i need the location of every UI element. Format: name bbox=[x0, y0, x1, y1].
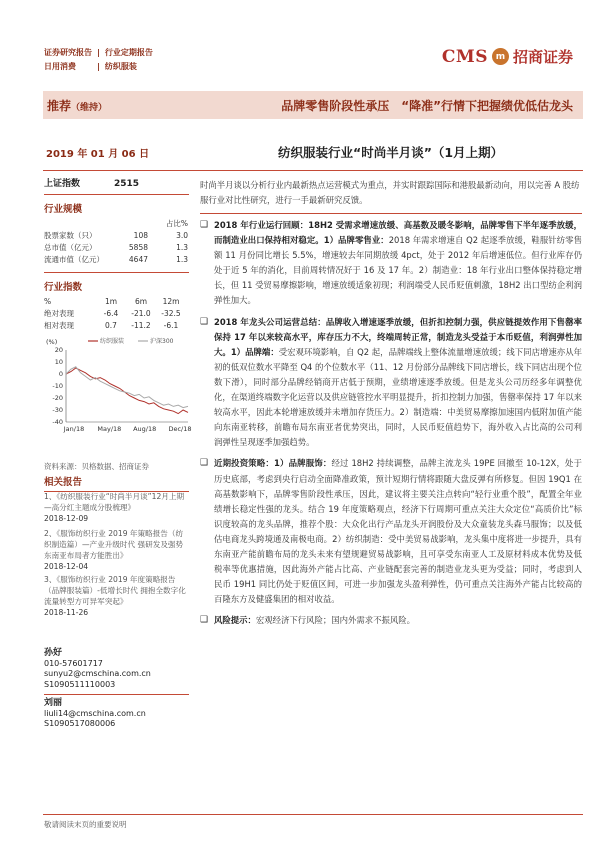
y-tick-label: 10 bbox=[54, 358, 63, 366]
para-text: 2018 年需求增速自 Q2 起逐季放缓，鞋服针纺零售额 11 月份同比增长 5.5%，增速较去年同期放缓 4pct，处于 2012 年后增速低位。但行业库存仍处于近 5 年的消化，目前周转情况好于 16 及 17 年。2）制造业：18 年行业出口整体保持稳定增长，但 11 受贸易摩擦影响，增速放缓适象初现；利润端受人民币贬值刺激，18H2 出口型纺企利润弹性加大。 bbox=[214, 235, 582, 306]
row-label: 流通市值（亿元） bbox=[44, 255, 104, 264]
performance-chart bbox=[44, 336, 192, 436]
sidebar bbox=[44, 178, 189, 332]
table-row bbox=[44, 254, 189, 266]
para-lead: 2018 年龙头公司运营总结：品牌收入增速逐季放缓，但折扣控制力强，供应链提效作用下售罄率保持 17 年以来较高水平，库存压力不大，终端周转正常，制造龙头受益于本币贬值，利润弹性加大。1）品牌端： bbox=[214, 316, 582, 357]
author-card bbox=[44, 648, 151, 690]
para-text: 宏观经济下行风险；国内外需求不振风险。 bbox=[255, 615, 415, 626]
row-ratio: 1.3 bbox=[176, 243, 188, 252]
rating bbox=[47, 97, 107, 114]
row-ratio: 3.0 bbox=[176, 231, 188, 240]
report-title: 品牌零售阶段性承压 “降准”行情下把握绩优低估龙头 bbox=[281, 99, 573, 113]
report-subtitle: 纺织服装行业“时尚半月谈”（1月上期） bbox=[278, 145, 504, 160]
index-row bbox=[44, 178, 189, 190]
checkbox-bullet-icon: ❑ bbox=[200, 220, 209, 230]
rating-label: 推荐 bbox=[47, 99, 72, 113]
related-text[interactable]: 1、《纺织服装行业“时尚半月谈”12月上期—高分红主题成分股梳理》 bbox=[44, 492, 185, 512]
row-value: 5858 bbox=[128, 243, 148, 252]
company-logo bbox=[442, 46, 573, 67]
title-bar bbox=[43, 91, 583, 119]
series-line bbox=[66, 368, 188, 414]
author-phone: 010-57601717 bbox=[44, 658, 103, 668]
ratio-header: 占比% bbox=[165, 219, 188, 228]
related-item[interactable] bbox=[44, 574, 189, 618]
section-paragraph bbox=[200, 315, 582, 451]
x-tick-label: May/18 bbox=[97, 425, 122, 433]
para-lead: 2018 年行业运行回顾：18H2 受需求增速放缓、高基数及暖冬影响，品牌零售下半年逐季放缓，而制造业出口保持相对稳定。1）品牌零售业： bbox=[214, 220, 582, 246]
section-paragraph bbox=[200, 456, 582, 607]
header-categories bbox=[44, 46, 153, 74]
author-name: 孙好 bbox=[44, 648, 63, 658]
author-card bbox=[44, 698, 146, 730]
y-tick-label: -20 bbox=[52, 394, 63, 402]
row-label: 股票家数（只） bbox=[44, 231, 97, 240]
related-date: 2018-11-26 bbox=[44, 608, 89, 617]
row-value: -6.4 bbox=[103, 309, 119, 318]
checkbox-bullet-icon: ❑ bbox=[200, 458, 209, 469]
x-tick-label: Jan/18 bbox=[63, 425, 85, 433]
table-row bbox=[44, 230, 189, 242]
author-name: 刘丽 bbox=[44, 698, 63, 708]
header-category: 行业定期报告 bbox=[104, 48, 153, 57]
x-tick-label: Aug/18 bbox=[133, 425, 157, 433]
row-value: 0.7 bbox=[105, 321, 117, 330]
row-value: 4647 bbox=[128, 255, 148, 264]
section-paragraph bbox=[200, 218, 582, 309]
y-tick-label: -10 bbox=[52, 382, 63, 390]
author-id: S1090511110003 bbox=[44, 679, 116, 689]
index-label: 上证指数 bbox=[44, 179, 81, 189]
para-lead: 近期投资策略：1）品牌服饰： bbox=[214, 458, 332, 469]
logo-text: CMS bbox=[441, 46, 488, 67]
author-email[interactable]: sunyu2@cmschina.com.cn bbox=[44, 669, 151, 678]
related-item[interactable] bbox=[44, 528, 189, 572]
related-date: 2018-12-09 bbox=[44, 514, 89, 523]
x-tick-label: Dec/18 bbox=[168, 425, 192, 433]
related-date: 2018-12-04 bbox=[44, 562, 89, 571]
row-ratio: 1.3 bbox=[176, 255, 188, 264]
legend-label: 纺织服装 bbox=[100, 338, 125, 345]
row-value: -21.0 bbox=[131, 309, 151, 318]
row-label: 绝对表现 bbox=[44, 309, 74, 318]
rating-sub: （维持） bbox=[71, 103, 108, 113]
divider bbox=[43, 814, 583, 815]
header-separator: | bbox=[97, 62, 100, 71]
index-value: 2515 bbox=[114, 179, 140, 189]
y-tick-label: -30 bbox=[52, 406, 63, 414]
para-text: 受宏观环境影响，自 Q2 起，品牌端线上整体流量增速放缓；线下同店增速亦从年初的低双位数水平降至 Q4 的个位数水平（11、12 月份部分品牌线下同店增长，线下同店出现个位数下滑），同时部分品牌经销商开店低于预期，业绩增速逐季放缓。但是龙头公司历经多年调整优化，在渠道终端数字化运营以及供应链管控水平明显提升，折扣控制力加强，售罄率保持 17 年以来较高水平，因此本轮增速放缓并未增加存货压力。2）制造端：中美贸易摩擦加速国内低附加值产能向东南亚转移，前瞻布局东南亚者优势突出，同时，人民币贬值趋势下，海外收入占比高的公司利润弹性呈现逐季加强趋势。 bbox=[214, 346, 583, 448]
header-separator: | bbox=[97, 48, 100, 57]
logo-badge-icon: m bbox=[492, 48, 509, 65]
header-category: 证券研究报告 bbox=[44, 48, 92, 57]
intro-text: 时尚半月谈以分析行业内最新热点运营模式为重点，并实时跟踪国际和港股最新动向，用以完善 A 股纺服行业对比性研究，进行一手最新研究反馈。 bbox=[200, 180, 580, 205]
table-row bbox=[44, 308, 189, 320]
row-value: 108 bbox=[133, 231, 148, 240]
related-text[interactable]: 2、《服饰纺织行业 2019 年策略报告（纺织制造篇）—产业升级时代 强研发及强势东南亚布局者方能胜出》 bbox=[44, 529, 184, 560]
para-text: 经过 18H2 持续调整，品牌主流龙头 19PE 回撤至 10-12X，处于历史底部，考虑到央行启动全面降准政策，预计短期行情将跟随大盘反弹有所修复。但因 19Q1 在高基数影响下，品牌零售阶段性承压，因此，建议将主要关注点转向“轻行业重个股”，配置全年业绩增长稳定性强的龙头。结合 19 年度策略观点，经济下行周期可重点关注大众定位“高质价比”标识度较高的龙头品牌，推荐个股：大众化出行产品龙头开润股份及大众童装龙头森马服饰；以及低估电商龙头跨境通及南极电商。2）纺织制造：受中美贸易战影响，龙头集中度将进一步提升，具有东南亚产能前瞻布局的龙头未来有望规避贸易战影响，且可享受东南亚人工及原材料成本优势及低税率等优惠措施，因此海外产能占比高、产业链配套完善的制造业龙头更为受益；同时，考虑到人民币 19H1 同比仍处于贬值区间，可进一步加强龙头盈利弹性，仍可重点关注海外产能占比较高的百隆东方及健盛集团的相对收益。 bbox=[214, 458, 582, 605]
legend-label: 沪深300 bbox=[150, 338, 174, 345]
header-category: 日用消费 bbox=[44, 62, 76, 71]
author-email[interactable]: liuli14@cmschina.com.cn bbox=[44, 708, 146, 718]
related-title: 相关报告 bbox=[44, 474, 189, 492]
scale-header bbox=[44, 218, 189, 230]
related-item[interactable] bbox=[44, 491, 189, 524]
row-value: -6.1 bbox=[163, 321, 179, 330]
para-lead: 风险提示： bbox=[214, 615, 256, 626]
y-tick-label: 20 bbox=[54, 346, 63, 354]
header-category: 纺织服装 bbox=[104, 62, 137, 71]
y-tick-label: 0 bbox=[58, 370, 63, 378]
footer-note: 敬请阅读末页的重要说明 bbox=[44, 820, 127, 829]
row-value: -32.5 bbox=[161, 309, 181, 318]
author-id: S1090517080006 bbox=[44, 719, 116, 728]
checkbox-bullet-icon: ❑ bbox=[200, 316, 209, 327]
checkbox-bullet-icon: ❑ bbox=[200, 615, 209, 626]
perf-head: 12m bbox=[162, 297, 180, 306]
y-tick-label: -40 bbox=[52, 418, 63, 426]
report-date: 2019 年 01 月 06 日 bbox=[46, 149, 150, 160]
row-value: -11.2 bbox=[131, 321, 151, 330]
perf-head: 1m bbox=[104, 297, 118, 306]
row-label: 总市值（亿元） bbox=[44, 243, 97, 252]
divider bbox=[43, 170, 583, 171]
chart-source: 资料来源：贝格数据、招商证券 bbox=[44, 462, 149, 471]
perf-head: % bbox=[44, 297, 52, 306]
y-axis-label: (%) bbox=[46, 338, 58, 346]
related-text[interactable]: 3、《服饰纺织行业 2019 年度策略报告（品牌服装篇）-低增长时代 拥抱全数字化流量转型方可异军突起》 bbox=[44, 575, 186, 606]
perf-title: 行业指数 bbox=[44, 282, 83, 293]
series-line bbox=[66, 367, 188, 408]
scale-title: 行业规模 bbox=[44, 204, 83, 215]
section-paragraph bbox=[200, 613, 582, 628]
logo-name: 招商证券 bbox=[512, 48, 573, 66]
row-label: 相对表现 bbox=[44, 321, 74, 330]
table-row bbox=[44, 242, 189, 254]
divider bbox=[44, 694, 189, 695]
main-content bbox=[200, 178, 582, 628]
table-row bbox=[44, 320, 189, 332]
divider bbox=[44, 272, 189, 273]
perf-header bbox=[44, 296, 189, 308]
perf-head: 6m bbox=[134, 297, 148, 306]
divider bbox=[44, 194, 189, 195]
divider bbox=[200, 213, 582, 214]
